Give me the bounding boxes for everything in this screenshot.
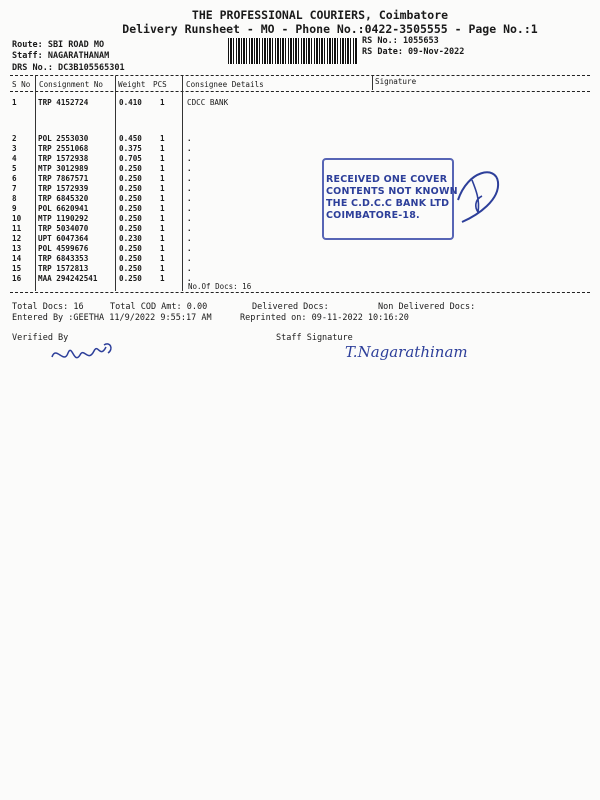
row-weight: 0.230 [119, 234, 142, 243]
row-weight: 0.250 [119, 274, 142, 283]
reprinted-on: Reprinted on: 09-11-2022 10:16:20 [240, 313, 409, 323]
row-weight: 0.250 [119, 244, 142, 253]
row-weight: 0.250 [119, 174, 142, 183]
row-sno: 8 [12, 194, 17, 203]
row-weight: 0.250 [119, 194, 142, 203]
row-sno: 9 [12, 204, 17, 213]
row-pcs: 1 [160, 224, 165, 233]
row-weight: 0.450 [119, 134, 142, 143]
total-cod: Total COD Amt: 0.00 [110, 302, 208, 312]
rs-date: RS Date: 09-Nov-2022 [362, 47, 465, 57]
stamp-line: THE C.D.C.C BANK LTD [326, 198, 450, 209]
row-consignment: POL 6620941 [38, 204, 89, 213]
row-consignee: . [187, 164, 192, 173]
row-pcs: 1 [160, 134, 165, 143]
row-consignee: . [187, 244, 192, 253]
stamp-line: COIMBATORE-18. [326, 210, 420, 221]
row-sno: 3 [12, 144, 17, 153]
row-weight: 0.250 [119, 184, 142, 193]
route-label: Route: SBI ROAD MO [12, 40, 105, 50]
row-consignment: TRP 1572938 [38, 154, 89, 163]
row-consignment: POL 2553030 [38, 134, 89, 143]
col-header-consignment: Consignment No [39, 80, 104, 89]
staff-signature-label: Staff Signature [276, 333, 353, 343]
row-consignee: . [187, 214, 192, 223]
row-consignment: TRP 7867571 [38, 174, 89, 183]
row-consignee: . [187, 264, 192, 273]
col-header-weight: Weight [118, 80, 146, 89]
col-divider [372, 76, 373, 90]
row-consignment: POL 4599676 [38, 244, 89, 253]
row-sno: 15 [12, 264, 22, 273]
row-consignee: . [187, 194, 192, 203]
col-header-pcs: PCS [153, 80, 167, 89]
col-header-sno: S No [12, 80, 31, 89]
col-header-consignee: Consignee Details [186, 80, 264, 89]
row-sno: 14 [12, 254, 22, 263]
row-pcs: 1 [160, 98, 165, 107]
delivered-docs: Delivered Docs: [252, 302, 329, 312]
row-weight: 0.250 [119, 164, 142, 173]
row-consignment: TRP 5034070 [38, 224, 89, 233]
row-consignee: . [187, 154, 192, 163]
row-pcs: 1 [160, 234, 165, 243]
row-pcs: 1 [160, 214, 165, 223]
divider-top [10, 75, 590, 76]
staff-signature: T.Nagarathinam [345, 343, 468, 361]
row-pcs: 1 [160, 254, 165, 263]
row-consignment: UPT 6047364 [38, 234, 89, 243]
divider-footer [10, 292, 590, 293]
row-consignee: . [187, 274, 192, 283]
row-consignee: CDCC BANK [187, 98, 229, 107]
row-consignment: MTP 3012989 [38, 164, 89, 173]
row-sno: 5 [12, 164, 17, 173]
row-weight: 0.250 [119, 264, 142, 273]
col-divider [182, 76, 183, 291]
row-consignee: . [187, 184, 192, 193]
divider-header [10, 91, 590, 92]
row-pcs: 1 [160, 184, 165, 193]
row-consignment: TRP 1572813 [38, 264, 89, 273]
col-divider [115, 76, 116, 291]
row-weight: 0.375 [119, 144, 142, 153]
row-sno: 2 [12, 134, 17, 143]
row-sno: 6 [12, 174, 17, 183]
total-docs: Total Docs: 16 [12, 302, 84, 312]
drs-number: DRS No.: DC3B105565301 [12, 63, 125, 73]
row-weight: 0.705 [119, 154, 142, 163]
row-consignee: . [187, 224, 192, 233]
row-pcs: 1 [160, 144, 165, 153]
row-consignment: TRP 6843353 [38, 254, 89, 263]
row-pcs: 1 [160, 174, 165, 183]
verified-signature [48, 335, 118, 375]
row-sno: 7 [12, 184, 17, 193]
row-pcs: 1 [160, 194, 165, 203]
staff-label: Staff: NAGARATHANAM [12, 51, 110, 61]
row-weight: 0.250 [119, 224, 142, 233]
row-consignment: TRP 6845320 [38, 194, 89, 203]
row-sno: 11 [12, 224, 22, 233]
col-header-signature: Signature [375, 77, 417, 86]
row-sno: 12 [12, 234, 22, 243]
row-sno: 1 [12, 98, 17, 107]
stamp-line: RECEIVED ONE COVER [326, 174, 448, 185]
received-stamp [322, 158, 500, 238]
row-consignee: . [187, 134, 192, 143]
verified-by-label: Verified By [12, 333, 69, 343]
barcode [228, 38, 358, 64]
row-pcs: 1 [160, 154, 165, 163]
row-weight: 0.250 [119, 204, 142, 213]
row-sno: 13 [12, 244, 22, 253]
non-delivered-docs: Non Delivered Docs: [378, 302, 476, 312]
row-pcs: 1 [160, 204, 165, 213]
no-of-docs: No.Of Docs: 16 [188, 282, 252, 291]
entered-by: Entered By :GEETHA 11/9/2022 9:55:17 AM [12, 313, 212, 323]
row-consignment: TRP 2551068 [38, 144, 89, 153]
row-sno: 4 [12, 154, 17, 163]
row-weight: 0.250 [119, 214, 142, 223]
row-consignment: TRP 1572939 [38, 184, 89, 193]
company-title: THE PROFESSIONAL COURIERS, Coimbatore [191, 8, 449, 22]
rs-number: RS No.: 1055653 [362, 36, 439, 46]
row-consignee: . [187, 174, 192, 183]
row-consignee: . [187, 234, 192, 243]
row-weight: 0.250 [119, 254, 142, 263]
row-weight: 0.410 [119, 98, 142, 107]
row-pcs: 1 [160, 274, 165, 283]
runsheet-title: Delivery Runsheet - MO - Phone No.:0422-3505555 - Page No.:1 [122, 22, 538, 36]
row-sno: 10 [12, 214, 22, 223]
row-consignee: . [187, 204, 192, 213]
row-consignment: TRP 4152724 [38, 98, 89, 107]
stamp-line: CONTENTS NOT KNOWN [326, 186, 458, 197]
row-consignee: . [187, 254, 192, 263]
row-pcs: 1 [160, 264, 165, 273]
row-consignment: MAA 294242541 [38, 274, 98, 283]
stamp-signature-mark [448, 160, 508, 230]
row-sno: 16 [12, 274, 22, 283]
row-consignment: MTP 1190292 [38, 214, 89, 223]
row-consignee: . [187, 144, 192, 153]
row-pcs: 1 [160, 244, 165, 253]
col-divider [35, 76, 36, 291]
row-pcs: 1 [160, 164, 165, 173]
